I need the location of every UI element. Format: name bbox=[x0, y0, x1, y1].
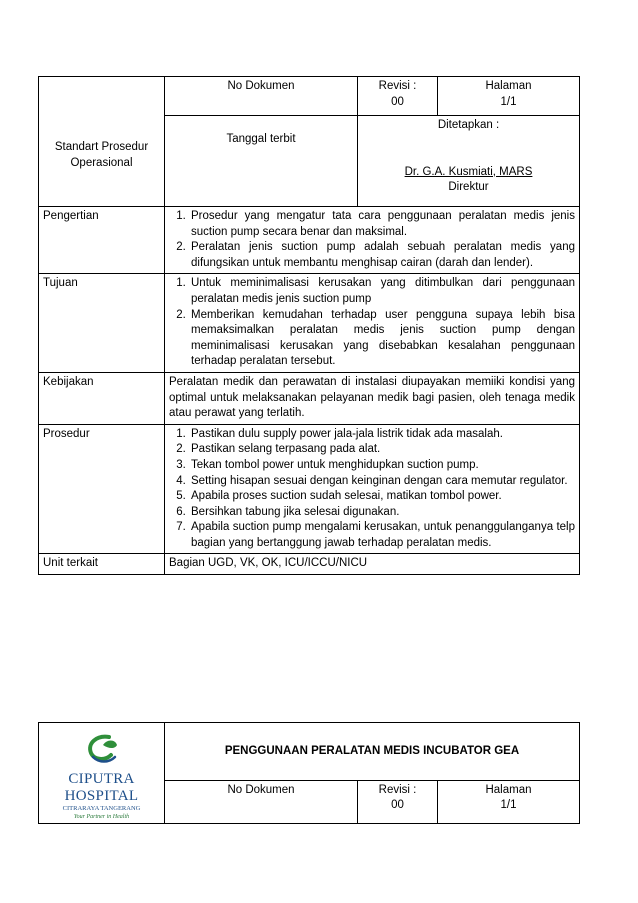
tujuan-list bbox=[169, 276, 575, 370]
document-title: PENGGUNAAN PERALATAN MEDIS INCUBATOR GEA bbox=[224, 744, 520, 757]
list-item: 4. Setting hisapan sesuai dengan keinginan dengan cara memutar regulator. bbox=[189, 474, 575, 490]
no-dokumen-label: No Dokumen bbox=[227, 80, 295, 92]
tanggal-terbit-label: Tanggal terbit bbox=[226, 133, 296, 145]
halaman-cell bbox=[438, 77, 580, 116]
ciputra-hospital-logo-icon bbox=[79, 733, 125, 765]
revisi-cell bbox=[358, 780, 438, 823]
halaman-value: 1/1 bbox=[500, 799, 517, 812]
pengertian-content bbox=[165, 207, 580, 274]
tanggal-terbit-cell bbox=[165, 116, 358, 207]
list-item: 1. Untuk meminimalisasi kerusakan yang ditimbulkan dari penggunaan peralatan medis jenis suction pump bbox=[189, 276, 575, 307]
no-dokumen-cell bbox=[165, 780, 358, 823]
kebijakan-label: Kebijakan bbox=[39, 372, 165, 424]
list-item: 2. Pastikan selang terpasang pada alat. bbox=[189, 442, 575, 458]
list-item: 1. Prosedur yang mengatur tata cara penggunaan peralatan medis jenis suction pump secara benar dan maksimal. bbox=[189, 209, 575, 240]
halaman-label: Halaman bbox=[485, 783, 532, 796]
tujuan-row bbox=[39, 274, 580, 373]
doc-info-row bbox=[39, 77, 580, 116]
halaman-cell bbox=[438, 780, 580, 823]
unit-terkait-label: Unit terkait bbox=[39, 554, 165, 575]
logo-cell bbox=[39, 723, 165, 824]
header2-title-row bbox=[39, 723, 580, 781]
halaman-value: 1/1 bbox=[500, 95, 517, 108]
no-dokumen-label: No Dokumen bbox=[227, 783, 295, 796]
halaman-label: Halaman bbox=[485, 80, 532, 92]
tujuan-label: Tujuan bbox=[39, 274, 165, 373]
unit-terkait-row bbox=[39, 554, 580, 575]
prosedur-row bbox=[39, 424, 580, 554]
sop-title-cell bbox=[39, 77, 165, 207]
logo-brand: CIPUTRA HOSPITAL bbox=[64, 770, 139, 804]
list-item: 1. Pastikan dulu supply power jala-jala listrik tidak ada masalah. bbox=[189, 427, 575, 443]
ditetapkan-label: Ditetapkan : bbox=[437, 119, 500, 131]
tujuan-content bbox=[165, 274, 580, 373]
pengertian-label: Pengertian bbox=[39, 207, 165, 274]
logo-sub: CITRARAYA TANGERANG bbox=[62, 804, 141, 812]
signer-title: Direktur bbox=[448, 181, 489, 194]
list-item: 5. Apabila proses suction sudah selesai, matikan tombol power. bbox=[189, 489, 575, 505]
hospital-logo bbox=[43, 725, 160, 821]
ditetapkan-cell bbox=[358, 116, 580, 207]
list-item: 7. Apabila suction pump mengalami kerusakan, untuk penanggulanganya telp bagian yang bertanggung jawab terhadap peralatan medis. bbox=[189, 520, 575, 551]
kebijakan-text: Peralatan medik dan perawatan di instalasi diupayakan memiiki kondisi yang optimal untuk melaksanakan pelayanan medik bagi pasien, oleh tenaga medik atau perawat yang terlatih. bbox=[169, 375, 575, 420]
no-dokumen-cell bbox=[165, 77, 358, 116]
next-page-header bbox=[38, 722, 580, 824]
signer-name: Dr. G.A. Kusmiati, MARS bbox=[404, 165, 533, 178]
pengertian-row bbox=[39, 207, 580, 274]
prosedur-list bbox=[169, 427, 575, 552]
revisi-value: 00 bbox=[391, 95, 404, 108]
logo-tagline: Your Partner in Health bbox=[73, 813, 130, 820]
revisi-value: 00 bbox=[391, 799, 404, 812]
kebijakan-row bbox=[39, 372, 580, 424]
document-title-cell bbox=[165, 723, 580, 781]
prosedur-content bbox=[165, 424, 580, 554]
kebijakan-content bbox=[165, 372, 580, 424]
list-item: 2. Memberikan kemudahan terhadap user pengguna supaya lebih bisa memaksimalkan peralatan medis jenis suction pump dengan meminimalisasi kerusakan yang disebabkan kesalahan penggunaan terhadap peralatan tersebut. bbox=[189, 308, 575, 370]
revisi-cell bbox=[358, 77, 438, 116]
sop-table bbox=[38, 76, 580, 575]
revisi-label: Revisi : bbox=[378, 80, 417, 92]
unit-terkait-text: Bagian UGD, VK, OK, ICU/ICCU/NICU bbox=[165, 554, 580, 575]
sop-title: Standart Prosedur Operasional bbox=[54, 140, 149, 169]
list-item: 2. Peralatan jenis suction pump adalah sebuah peralatan medis yang difungsikan untuk membantu menghisap cairan (darah dan lender). bbox=[189, 240, 575, 271]
list-item: 3. Tekan tombol power untuk menghidupkan suction pump. bbox=[189, 458, 575, 474]
pengertian-list bbox=[169, 209, 575, 271]
prosedur-label: Prosedur bbox=[39, 424, 165, 554]
revisi-label: Revisi : bbox=[378, 783, 417, 796]
list-item: 6. Bersihkan tabung jika selesai digunakan. bbox=[189, 505, 575, 521]
